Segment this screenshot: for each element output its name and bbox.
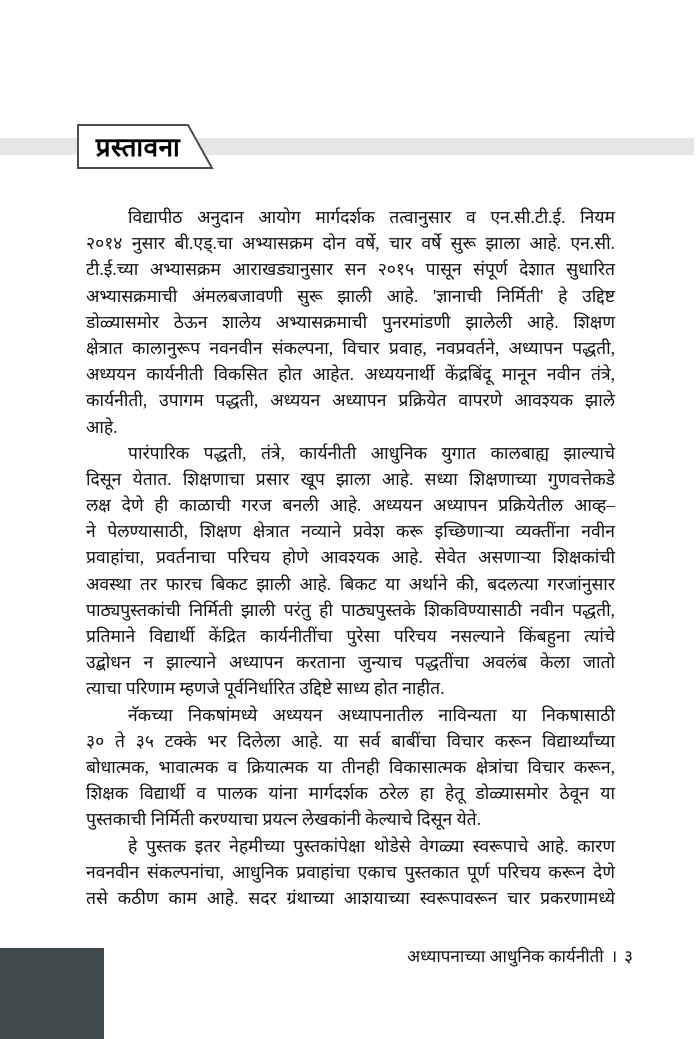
paragraph-3-line-2: ३० ते ३५ टक्के भर दिलेला आहे. या सर्व बाबींचा विचार करून विद्यार्थ्यांच्या	[86, 730, 615, 751]
footer-separator: ।	[610, 947, 618, 966]
paragraph-2-line-6: अवस्था तर फारच बिकट झाली आहे. बिकट या अर्थाने की, बदलत्या गरजांनुसार	[86, 573, 615, 594]
paragraph-1-line-3: टी.ई.च्या अभ्यासक्रम आराखड्यानुसार सन २०१५ पासून संपूर्ण देशात सुधारित	[86, 259, 615, 280]
paragraph-1-line-7: अध्ययन कार्यनीती विकसित होत आहेत. अध्ययनार्थी केंद्रबिंदू मानून नवीन तंत्रे,	[86, 364, 615, 385]
paragraph-3-line-1: नॅकच्या निकषांमध्ये अध्ययन अध्यापनातील नाविन्यता या निकषासाठी	[128, 704, 615, 725]
paragraph-1-line-4: अभ्यासक्रमाची अंमलबजावणी सुरू झाली आहे. 'ज्ञानाची निर्मिती' हे उद्दिष्ट	[86, 285, 615, 306]
paragraph-1-line-8: कार्यनीती, उपागम पद्धती, अध्ययन अध्यापन प्रक्रियेत वापरणे आवश्यक झाले	[86, 390, 615, 411]
page-footer	[407, 946, 633, 968]
paragraph-1-line-5: डोळ्यासमोर ठेऊन शालेय अभ्यासक्रमाची पुनरमांडणी झालेली आहे. शिक्षण	[86, 311, 615, 332]
paragraph-2-line-7: पाठ्यपुस्तकांची निर्मिती झाली परंतु ही पाठ्यपुस्तके शिकविण्यासाठी नवीन पद्धती,	[86, 599, 615, 620]
paragraph-3-line-4: शिक्षक विद्यार्थी व पालक यांना मार्गदर्शक ठरेल हा हेतू डोळ्यासमोर ठेवून या	[86, 783, 615, 804]
paragraph-2-line-2: दिसून येतात. शिक्षणाचा प्रसार खूप झाला आहे. सध्या शिक्षणाच्या गुणवत्तेकडे	[86, 468, 615, 489]
paragraph-2-line-10: त्याचा परिणाम म्हणजे पूर्वनिर्धारित उद्दिष्टे साध्य होत नाहीत.	[86, 678, 445, 699]
paragraph-1-line-1: विद्यापीठ अनुदान आयोग मार्गदर्शक तत्वानुसार व एन.सी.टी.ई. नियम	[128, 207, 615, 227]
paragraph-2-line-1: पारंपारिक पद्धती, तंत्रे, कार्यनीती आधुनिक युगात कालबाह्य झाल्याचे	[128, 442, 615, 463]
body-text	[86, 204, 615, 911]
paragraph-2-line-5: प्रवाहांचा, प्रवर्तनाचा परिचय होणे आवश्यक आहे. सेवेत असणाऱ्या शिक्षकांची	[86, 547, 615, 568]
paragraph-4-line-3: तसे कठीण काम आहे. सदर ग्रंथाच्या आशयाच्या स्वरूपावरून चार प्रकरणामध्ये	[86, 887, 615, 908]
paragraph-2-line-8: प्रतिमाने विद्यार्थी केंद्रित कार्यनीतींचा पुरेसा परिचय नसल्याने किंबहुना त्यांचे	[86, 626, 615, 646]
paragraph-1-line-9: आहे.	[86, 416, 118, 437]
paragraph-1-line-2: २०१४ नुसार बी.एड्.चा अभ्यासक्रम दोन वर्षे, चार वर्षे सुरू झाला आहे. एन.सी.	[86, 233, 615, 254]
paragraph-3-line-3: बोधात्मक, भावात्मक व क्रियात्मक या तीनही विकासात्मक क्षेत्रांचा विचार करून,	[86, 756, 615, 777]
paragraph-2-line-3: लक्ष देणे ही काळाची गरज बनली आहे. अध्ययन अध्यापन प्रक्रियेतील आव्ह–	[86, 495, 615, 516]
chapter-title: प्रस्तावना	[95, 133, 181, 162]
paragraph-4-line-1: हे पुस्तक इतर नेहमीच्या पुस्तकांपेक्षा थोडेसे वेगळ्या स्वरूपाचे आहे. कारण	[128, 835, 615, 856]
footer-page-number: ३	[624, 947, 633, 966]
paragraph-3-line-5: पुस्तकाची निर्मिती करण्याचा प्रयत्न लेखकांनी केल्याचे दिसून येते.	[86, 809, 482, 830]
footer-book-title: अध्यापनाच्या आधुनिक कार्यनीती	[407, 947, 604, 966]
paragraph-1-line-6: क्षेत्रात कालानुरूप नवनवीन संकल्पना, विचार प्रवाह, नवप्रवर्तने, अध्यापन पद्धती,	[86, 337, 615, 358]
paragraph-2-line-9: उद्बोधन न झाल्याने अध्यापन करताना जुन्याच पद्धतींचा अवलंब केला जातो	[86, 652, 615, 673]
corner-decoration-block	[0, 948, 104, 1039]
paragraph-4-line-2: नवनवीन संकल्पनांचा, आधुनिक प्रवाहांचा एकाच पुस्तकात पूर्ण परिचय करून देणे	[86, 861, 615, 882]
paragraph-2-line-4: ने पेलण्यासाठी, शिक्षण क्षेत्रात नव्याने प्रवेश करू इच्छिणाऱ्या व्यक्तींना नवीन	[86, 521, 615, 542]
